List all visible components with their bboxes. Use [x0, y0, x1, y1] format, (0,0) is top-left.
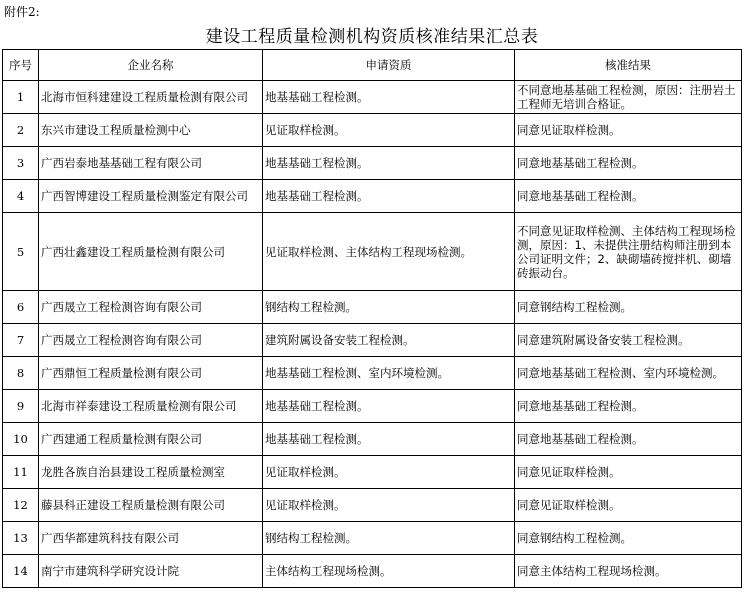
row-index: 4	[3, 180, 39, 213]
table-row	[3, 324, 742, 357]
row-company: 广西晟立工程检测咨询有限公司	[39, 291, 263, 324]
row-company: 南宁市建筑科学研究设计院	[39, 555, 263, 588]
table-row	[3, 423, 742, 456]
row-apply: 钢结构工程检测。	[263, 291, 515, 324]
row-result: 同意见证取样检测。	[515, 456, 742, 489]
row-result: 同意地基基础工程检测、室内环境检测。	[515, 357, 742, 390]
row-apply: 地基基础工程检测。	[263, 390, 515, 423]
table-row	[3, 291, 742, 324]
row-index: 14	[3, 555, 39, 588]
table-row	[3, 357, 742, 390]
row-company: 藤县科正建设工程质量检测有限公司	[39, 489, 263, 522]
table-header-row	[3, 50, 742, 81]
header-index: 序号	[3, 50, 39, 81]
row-apply: 见证取样检测。	[263, 456, 515, 489]
table-row	[3, 114, 742, 147]
table-row	[3, 522, 742, 555]
row-company: 广西晟立工程检测咨询有限公司	[39, 324, 263, 357]
table-row	[3, 390, 742, 423]
row-apply: 见证取样检测、主体结构工程现场检测。	[263, 213, 515, 291]
row-result: 同意地基基础工程检测。	[515, 423, 742, 456]
table-row	[3, 81, 742, 114]
row-index: 11	[3, 456, 39, 489]
header-company: 企业名称	[39, 50, 263, 81]
table-row	[3, 213, 742, 291]
row-company: 广西华都建筑科技有限公司	[39, 522, 263, 555]
attachment-label: 附件2:	[4, 5, 40, 19]
row-result: 同意地基基础工程检测。	[515, 147, 742, 180]
row-index: 2	[3, 114, 39, 147]
row-apply: 见证取样检测。	[263, 489, 515, 522]
table-row	[3, 147, 742, 180]
page-title: 建设工程质量检测机构资质核准结果汇总表	[205, 27, 539, 47]
row-result: 不同意见证取样检测、主体结构工程现场检测，原因：1、未提供注册结构师注册到本公司证明文件；2、缺砌墙砖搅拌机、砌墙砖振动台。	[515, 213, 742, 291]
row-company: 广西建通工程质量检测有限公司	[39, 423, 263, 456]
row-company: 广西岩泰地基基础工程有限公司	[39, 147, 263, 180]
header-apply: 申请资质	[263, 50, 515, 81]
row-index: 13	[3, 522, 39, 555]
row-company: 东兴市建设工程质量检测中心	[39, 114, 263, 147]
row-apply: 钢结构工程检测。	[263, 522, 515, 555]
row-index: 3	[3, 147, 39, 180]
table-row	[3, 555, 742, 588]
row-apply: 地基基础工程检测。	[263, 81, 515, 114]
row-index: 9	[3, 390, 39, 423]
row-result: 同意钢结构工程检测。	[515, 522, 742, 555]
header-result: 核准结果	[515, 50, 742, 81]
row-result: 不同意地基基础工程检测，原因：注册岩土工程师无培训合格证。	[515, 81, 742, 114]
row-index: 12	[3, 489, 39, 522]
row-company: 广西智博建设工程质量检测鉴定有限公司	[39, 180, 263, 213]
row-index: 5	[3, 213, 39, 291]
row-company: 广西鼎恒工程质量检测有限公司	[39, 357, 263, 390]
row-result: 同意地基基础工程检测。	[515, 180, 742, 213]
table-row	[3, 489, 742, 522]
row-apply: 地基基础工程检测、室内环境检测。	[263, 357, 515, 390]
row-index: 6	[3, 291, 39, 324]
results-table	[2, 49, 742, 588]
row-company: 龙胜各族自治县建设工程质量检测室	[39, 456, 263, 489]
row-index: 8	[3, 357, 39, 390]
row-company: 北海市祥泰建设工程质量检测有限公司	[39, 390, 263, 423]
row-index: 1	[3, 81, 39, 114]
row-apply: 地基基础工程检测。	[263, 180, 515, 213]
row-result: 同意见证取样检测。	[515, 114, 742, 147]
row-apply: 建筑附属设备安装工程检测。	[263, 324, 515, 357]
table-row	[3, 180, 742, 213]
row-index: 7	[3, 324, 39, 357]
table-row	[3, 456, 742, 489]
row-result: 同意钢结构工程检测。	[515, 291, 742, 324]
row-result: 同意主体结构工程现场检测。	[515, 555, 742, 588]
row-result: 同意地基基础工程检测。	[515, 390, 742, 423]
row-apply: 见证取样检测。	[263, 114, 515, 147]
row-index: 10	[3, 423, 39, 456]
row-result: 同意建筑附属设备安装工程检测。	[515, 324, 742, 357]
row-apply: 地基基础工程检测。	[263, 423, 515, 456]
row-apply: 地基基础工程检测。	[263, 147, 515, 180]
row-company: 广西壮鑫建设工程质量检测有限公司	[39, 213, 263, 291]
row-apply: 主体结构工程现场检测。	[263, 555, 515, 588]
row-result: 同意见证取样检测。	[515, 489, 742, 522]
row-company: 北海市恒科建建设工程质量检测有限公司	[39, 81, 263, 114]
